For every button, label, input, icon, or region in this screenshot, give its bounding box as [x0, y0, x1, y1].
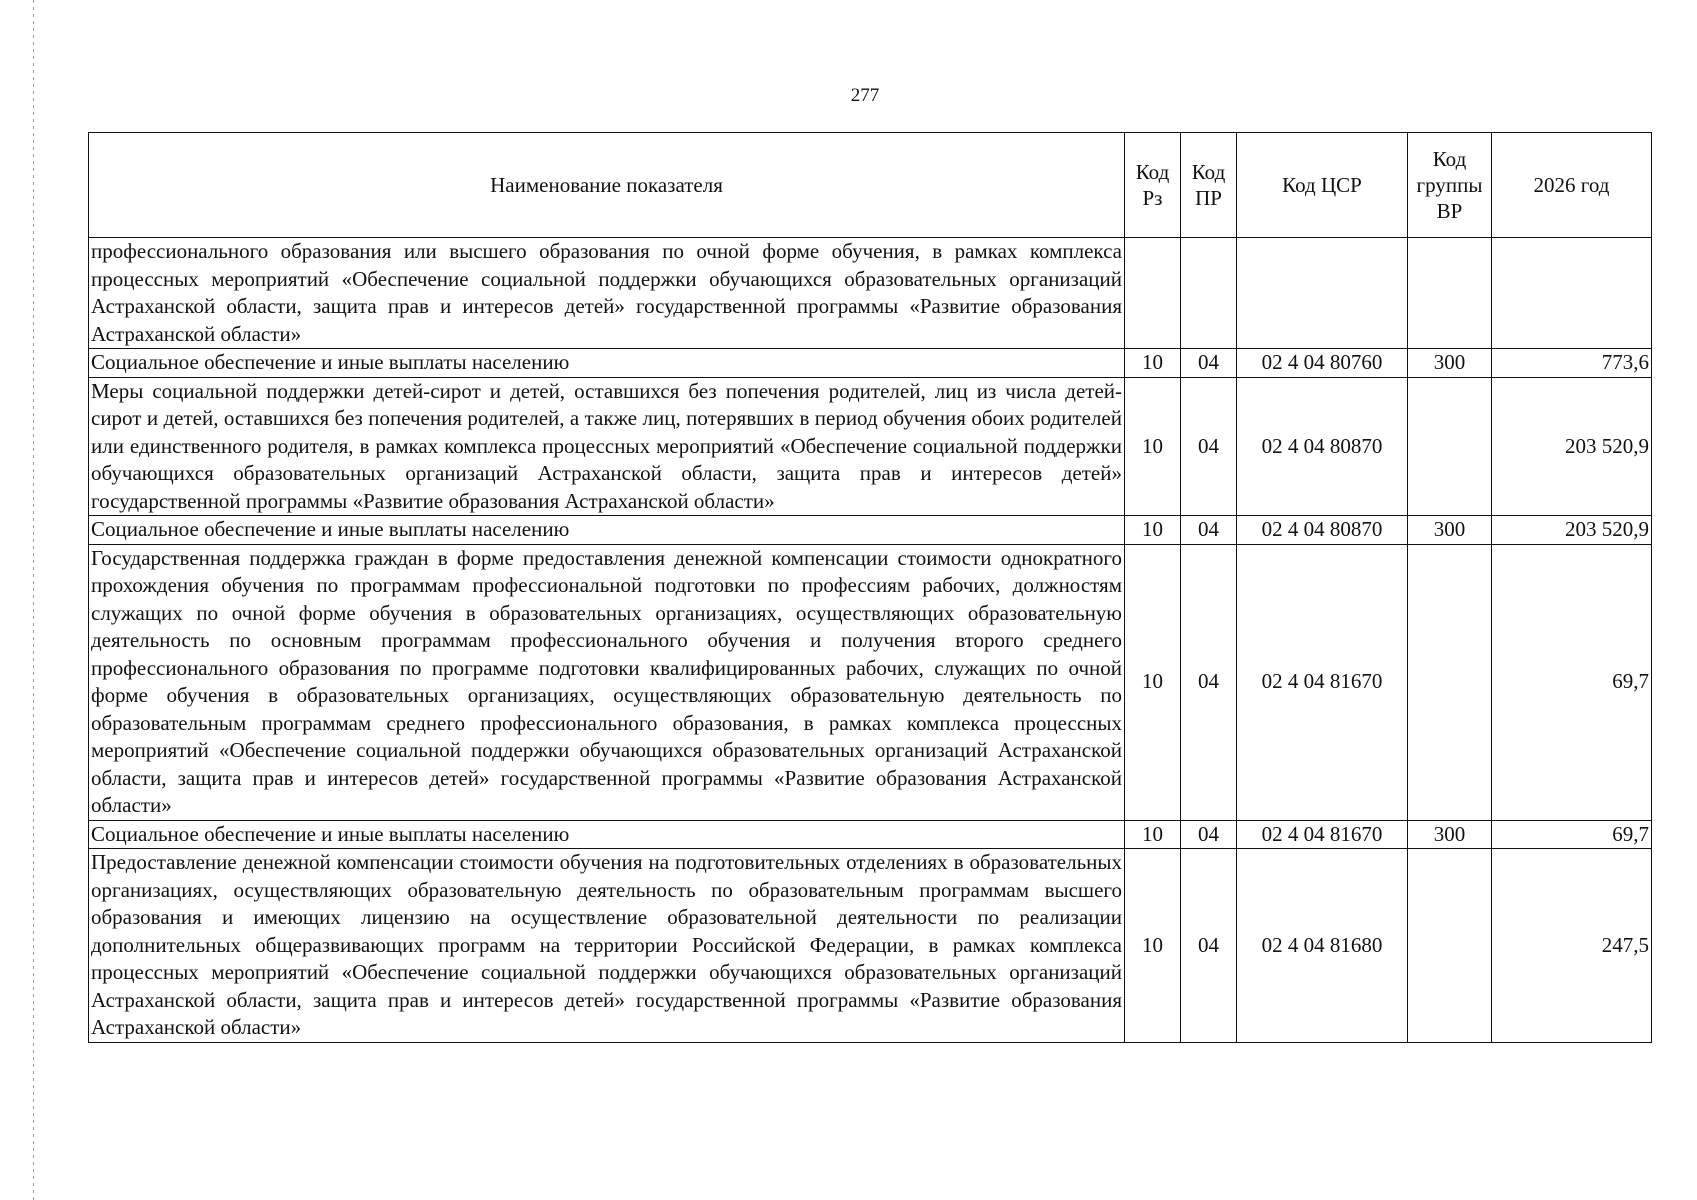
header-pr: Код ПР — [1181, 133, 1237, 238]
cell-csr: 02 4 04 80870 — [1237, 516, 1408, 545]
cell-amount: 69,7 — [1492, 820, 1652, 849]
cell-name: Социальное обеспечение и иные выплаты населению — [89, 820, 1125, 849]
cell-csr — [1237, 238, 1408, 349]
cell-vr — [1408, 238, 1492, 349]
cell-pr: 04 — [1181, 849, 1237, 1043]
cell-csr: 02 4 04 80870 — [1237, 377, 1408, 516]
table-row — [89, 377, 1652, 516]
budget-table — [88, 132, 1652, 1043]
cell-name: профессионального образования или высшего образования по очной форме обучения, в рамках комплекса процессных мероприятий «Обеспечение социальной поддержки обучающихся образовательных организаций Астраханской области, защита прав и интересов детей» государственной программы «Развитие образования Астраханской области» — [89, 238, 1125, 349]
cell-name: Предоставление денежной компенсации стоимости обучения на подготовительных отделениях в образовательных организациях, осуществляющих образовательную деятельность по образовательным программам высшего образования и имеющих лицензию на осуществление образовательной деятельности по реализации дополнительных общеразвивающих программ на территории Российской Федерации, в рамках комплекса процессных мероприятий «Обеспечение социальной поддержки обучающихся образовательных организаций Астраханской области, защита прав и интересов детей» государственной программы «Развитие образования Астраханской области» — [89, 849, 1125, 1043]
cell-rz: 10 — [1125, 849, 1181, 1043]
cell-rz: 10 — [1125, 349, 1181, 378]
cell-amount: 247,5 — [1492, 849, 1652, 1043]
cell-amount: 203 520,9 — [1492, 516, 1652, 545]
cell-amount — [1492, 238, 1652, 349]
cell-csr: 02 4 04 80760 — [1237, 349, 1408, 378]
cell-vr: 300 — [1408, 820, 1492, 849]
cell-vr — [1408, 377, 1492, 516]
cell-vr — [1408, 849, 1492, 1043]
table-row — [89, 820, 1652, 849]
cell-rz: 10 — [1125, 544, 1181, 820]
cell-amount: 69,7 — [1492, 544, 1652, 820]
cell-name: Государственная поддержка граждан в форме предоставления денежной компенсации стоимости однократного прохождения обучения по программам профессиональной подготовки по профессиям рабочих, должностям служащих по очной форме обучения в образовательных организациях, осуществляющих образовательную деятельность по основным программам профессионального обучения и получения второго среднего профессионального образования по программе подготовки квалифицированных рабочих, служащих по очной форме обучения в образовательных организациях, осуществляющих образовательную деятельность по образовательным программам среднего профессионального образования, в рамках комплекса процессных мероприятий «Обеспечение социальной поддержки обучающихся образовательных организаций Астраханской области, защита прав и интересов детей» государственной программы «Развитие образования Астраханской области» — [89, 544, 1125, 820]
table-row — [89, 238, 1652, 349]
header-vr: Код группы ВР — [1408, 133, 1492, 238]
cell-csr: 02 4 04 81680 — [1237, 849, 1408, 1043]
cell-amount: 773,6 — [1492, 349, 1652, 378]
cell-rz: 10 — [1125, 820, 1181, 849]
header-year: 2026 год — [1492, 133, 1652, 238]
cell-rz: 10 — [1125, 516, 1181, 545]
header-csr: Код ЦСР — [1237, 133, 1408, 238]
cell-pr: 04 — [1181, 349, 1237, 378]
table-header-row — [89, 133, 1652, 238]
cell-pr: 04 — [1181, 377, 1237, 516]
binding-margin-line — [33, 0, 34, 1200]
header-name: Наименование показателя — [89, 133, 1125, 238]
cell-name: Меры социальной поддержки детей-сирот и детей, оставшихся без попечения родителей, лиц из числа детей-сирот и детей, оставшихся без попечения родителей, а также лиц, потерявших в период обучения обоих родителей или единственного родителя, в рамках комплекса процессных мероприятий «Обеспечение социальной поддержки обучающихся образовательных организаций Астраханской области, защита прав и интересов детей» государственной программы «Развитие образования Астраханской области» — [89, 377, 1125, 516]
table-row — [89, 516, 1652, 545]
cell-pr: 04 — [1181, 544, 1237, 820]
cell-vr — [1408, 544, 1492, 820]
cell-vr: 300 — [1408, 516, 1492, 545]
page-number: 277 — [850, 85, 880, 106]
table-row — [89, 849, 1652, 1043]
header-rz: Код Рз — [1125, 133, 1181, 238]
cell-csr: 02 4 04 81670 — [1237, 820, 1408, 849]
cell-vr: 300 — [1408, 349, 1492, 378]
cell-pr: 04 — [1181, 820, 1237, 849]
table-row — [89, 349, 1652, 378]
cell-name: Социальное обеспечение и иные выплаты населению — [89, 349, 1125, 378]
cell-rz — [1125, 238, 1181, 349]
cell-pr — [1181, 238, 1237, 349]
table-row — [89, 544, 1652, 820]
cell-name: Социальное обеспечение и иные выплаты населению — [89, 516, 1125, 545]
cell-pr: 04 — [1181, 516, 1237, 545]
cell-csr: 02 4 04 81670 — [1237, 544, 1408, 820]
cell-amount: 203 520,9 — [1492, 377, 1652, 516]
cell-rz: 10 — [1125, 377, 1181, 516]
